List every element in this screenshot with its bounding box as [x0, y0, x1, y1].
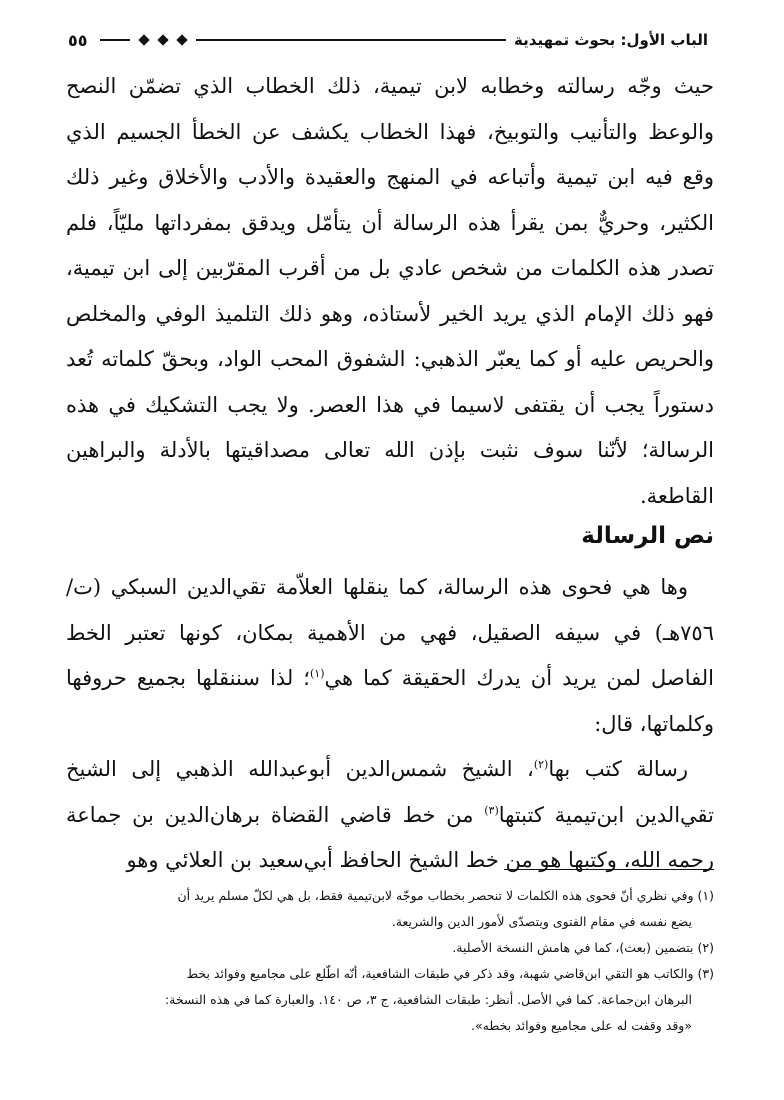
body-text	[66, 64, 714, 519]
footnote-ref-1[interactable]: (١)	[309, 667, 325, 680]
body-paragraph: حيث وجّه رسالته وخطابه لابن تيمية، ذلك الخطاب الذي تضمّن النصح والوعظ والتأنيب والتوبيخ، فهذا الخطاب يكشف عن الخطأ الجسيم الذي وقع فيه ابن تيمية وأتباعه في المنهج والعقيدة والأدب والأخلاق وغير ذلك الكثير، وحريٌّ بمن يقرأ هذه الرسالة أن يتأمّل ويدقق بمفرداتها مليّاً، فلم تصدر هذه الكلمات من شخص عادي بل من أقرب المقرّبين إلى ابن تيمية، فهو ذلك الإمام الذي يريد الخير لأستاذه، وهو ذلك التلميذ الوفي والمخلص والحريص عليه أو كما يعبّر الذهبي: الشفوق المحب الواد، وبحقّ كلماته تُعد دستوراً يجب أن يقتفى لاسيما في هذا العصر. ولا يجب التشكيك في هذه الرسالة؛ لأنّنا سوف نثبت بإذن الله تعالى مصداقيتها بالأدلة والبراهين القاطعة.	[66, 74, 714, 508]
text-span: من خط قاضي القضاة برهان‌الدين بن جماعة رحمه الله، وكتبها هو من خط الشيخ الحافظ أبي‌سعيد بن العلائي وهو	[66, 802, 714, 872]
header-ornament	[130, 36, 196, 44]
footnote-3-line-2: البرهان ابن‌جماعة. كما في الأصل. أنظر: طبقات الشافعية، ج ٣، ص ١٤٠. والعبارة كما في هذه النسخة:	[164, 992, 692, 1007]
footnote-separator	[504, 869, 714, 870]
footnote-1-line-2: يضع نفسه في مقام الفتوى ويتصدّى لأمور الدين والشريعة.	[391, 914, 692, 929]
footnote-ref-3[interactable]: (٣)	[484, 803, 499, 817]
section-text	[66, 565, 714, 884]
running-header	[68, 27, 708, 53]
section-heading: نص الرسالة	[581, 523, 714, 549]
text-span: ؛ لذا سننقلها بجميع حروفها وكلماتها، قال:	[66, 666, 714, 736]
footnote-2: (٢) بتضمين (بعث)، كما في هامش النسخة الأصلية.	[452, 940, 714, 955]
diamond-ornament-icon	[138, 34, 149, 45]
footnote-3-line-1: (٣) والكاتب هو التقي ابن‌قاضي شهبة، وقد ذكر في طبقات الشافعية، أنّه اطّلع على مجاميع وفوائد بخط	[186, 966, 714, 981]
header-rule-short	[100, 39, 130, 41]
footnote-1-line-1: (١) وفي نظري أنّ فحوى هذه الكلمات لا تنحصر بخطاب موجّه لابن‌تيمية فقط، بل هي لكلّ مسلم يريد أن	[177, 888, 714, 903]
footnotes	[64, 883, 714, 1039]
section-paragraph-2	[66, 747, 714, 884]
diamond-ornament-icon	[157, 34, 168, 45]
footnote-ref-2[interactable]: (٢)	[533, 758, 549, 771]
diamond-ornament-icon	[176, 34, 187, 45]
text-span: رسالة كتب بها	[548, 757, 688, 781]
chapter-title: الباب الأول: بحوث تمهيدية	[514, 31, 708, 49]
header-rule	[196, 39, 507, 41]
page-number: ٥٥	[68, 30, 88, 50]
text-span: وها هي فحوى هذه الرسالة، كما ينقلها العلاّمة تقي‌الدين السبكي (ت/٧٥٦هـ) في سيفه الصقيل، فهي من الأهمية بمكان، كونها تعتبر الخط الفاصل لمن يريد أن يدرك الحقيقة كما هي	[66, 575, 715, 690]
section-paragraph-1	[66, 565, 714, 747]
footnote-3-line-3: «وقد وقفت له على مجاميع وفوائد بخطه».	[471, 1018, 692, 1033]
text-span: ، الشيخ شمس‌الدين أبوعبدالله الذهبي إلى الشيخ تقي‌الدين ابن‌تيمية كتبتها	[66, 757, 715, 827]
